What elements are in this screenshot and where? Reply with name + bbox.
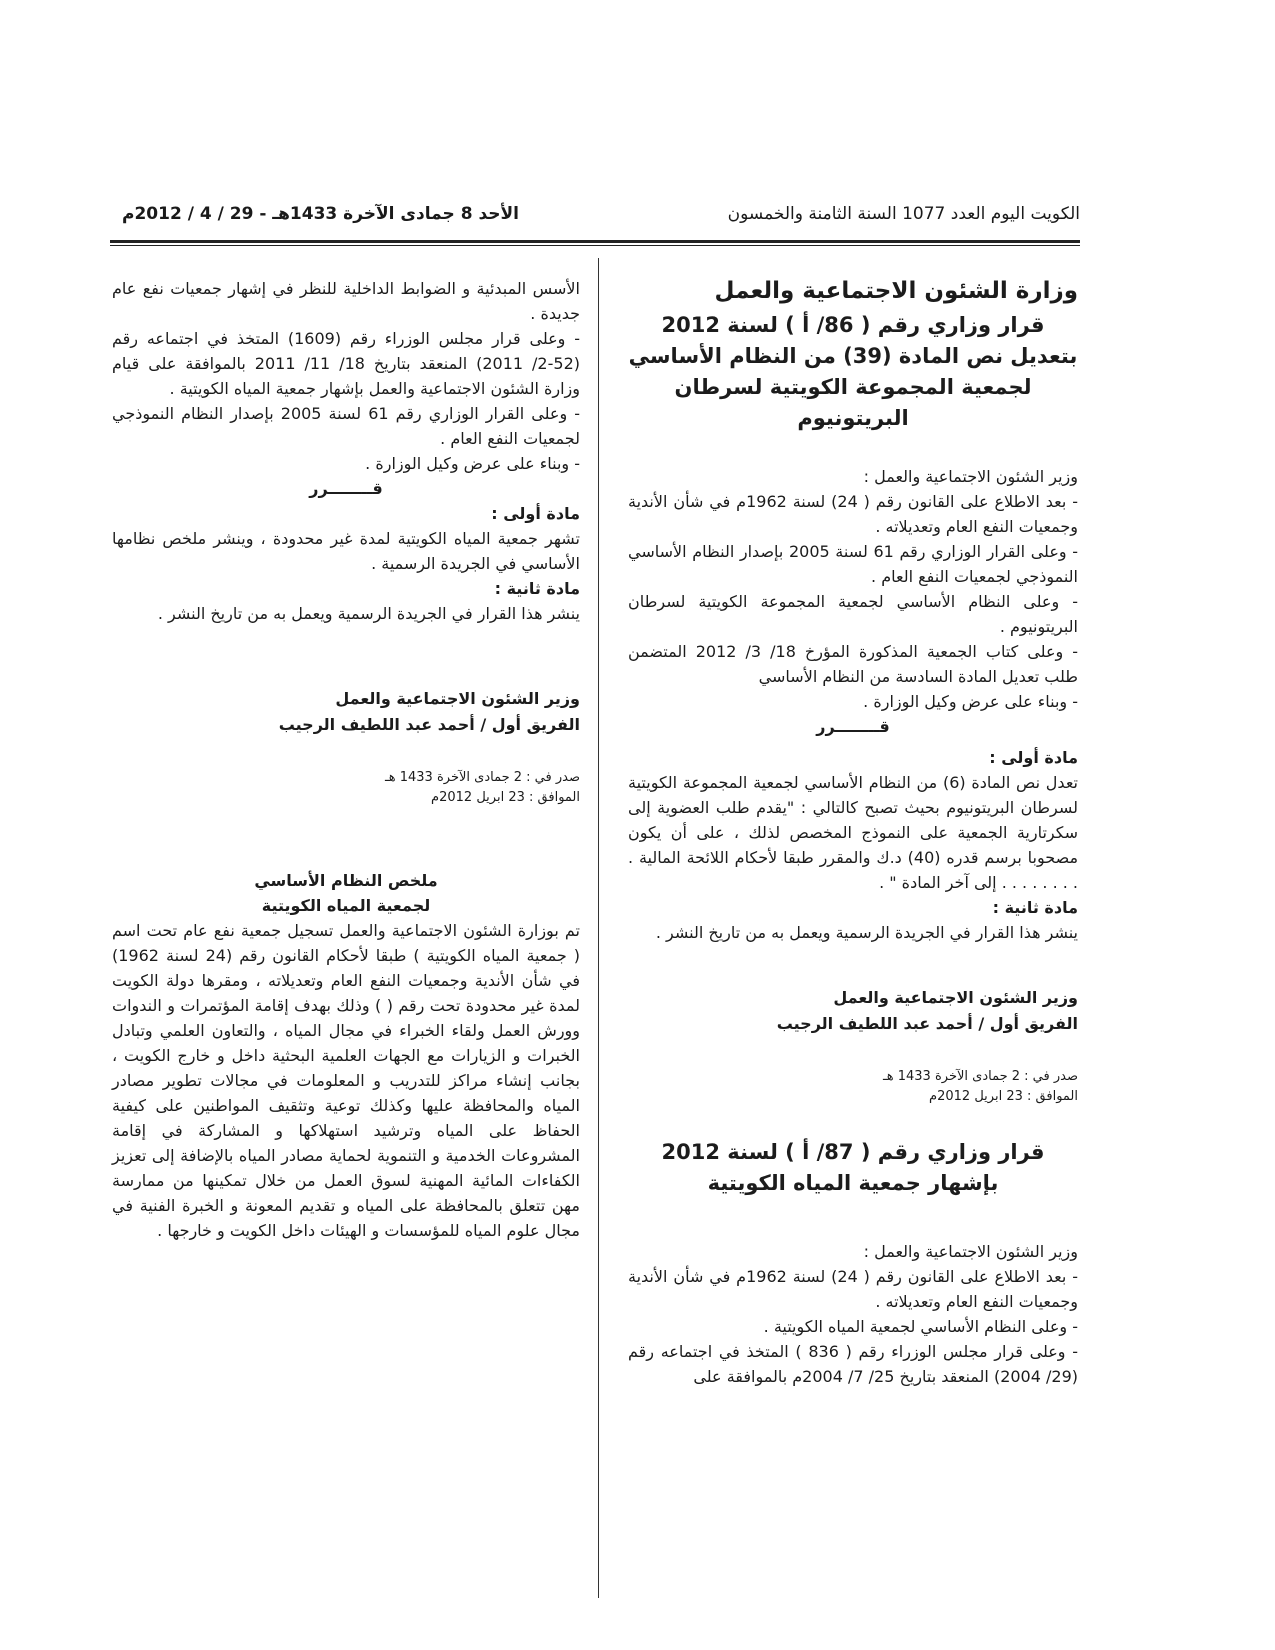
header-issue-info: الكويت اليوم العدد 1077 السنة الثامنة والخمسون [727, 204, 1080, 224]
header-rule [110, 240, 1080, 243]
header-rule-thin [110, 245, 1080, 246]
decision1-recital: - بعد الاطلاع على القانون رقم ( 24) لسنة 1962م في شأن الأندية وجمعيات النفع العام وتعديلاته . [628, 492, 1079, 536]
decision1-title-line: بتعديل نص المادة (39) من النظام الأساسي [628, 344, 1078, 368]
decision1-recital: - وعلى النظام الأساسي لجمعية المجموعة الكويتية لسرطان البريتونيوم . [628, 592, 1078, 636]
decision2-recital-cont: الأسس المبدئية و الضوابط الداخلية للنظر في إشهار جمعيات نفع عام جديدة . [112, 279, 580, 323]
decision2-signature-name: الفريق أول / أحمد عبد اللطيف الرجيب [278, 715, 580, 734]
page-header [110, 196, 1080, 236]
summary-title: ملخص النظام الأساسي [254, 871, 438, 890]
decision2-article1-text: تشهر جمعية المياه الكويتية لمدة غير محدودة ، وينشر ملخص نظامها الأساسي في الجريدة الرسمية . [112, 529, 580, 573]
decision2-intro: وزير الشئون الاجتماعية والعمل : [863, 1242, 1078, 1261]
decision2-recital-cont: - وعلى القرار الوزاري رقم 61 لسنة 2005 بإصدار النظام النموذجي لجمعيات النفع العام . [112, 404, 581, 448]
decision1-corresponding-date: الموافق : 23 ابريل 2012م [929, 1089, 1078, 1104]
decision2-corresponding-date: الموافق : 23 ابريل 2012م [431, 790, 580, 805]
decision2-article1-label: مادة أولى : [491, 504, 580, 523]
decision1-article2-text: ينشر هذا القرار في الجريدة الرسمية ويعمل به من تاريخ النشر . [655, 923, 1078, 942]
decision2-title-line: بإشهار جمعية المياه الكويتية [707, 1171, 999, 1195]
decision2-article2-text: ينشر هذا القرار في الجريدة الرسمية ويعمل به من تاريخ النشر . [157, 604, 580, 623]
column-divider [598, 258, 599, 1598]
summary-subtitle: لجمعية المياه الكويتية [261, 896, 431, 915]
left-column [112, 276, 580, 1243]
right-column [628, 276, 1078, 1389]
header-date: الأحد 8 جمادى الآخرة 1433هـ - 29 / 4 / 2012م [122, 204, 520, 224]
decision2-signature-title: وزير الشئون الاجتماعية والعمل [335, 689, 580, 708]
decision2-recital-cont: - وبناء على عرض وكيل الوزارة . [365, 454, 580, 473]
decision1-title-line: قرار وزاري رقم ( 86/ أ ) لسنة 2012 [661, 313, 1045, 337]
decision1-recital: - وبناء على عرض وكيل الوزارة . [863, 692, 1078, 711]
decision2-recital: - وعلى قرار مجلس الوزراء رقم ( 836 ) المتخذ في اجتماعه رقم (29/ 2004) المنعقد بتاريخ 25/ 7/ 2004م بالموافقة على [628, 1342, 1079, 1386]
summary-text: تم بوزارة الشئون الاجتماعية والعمل تسجيل جمعية نفع عام تحت اسم ( جمعية المياه الكويتية ) طبقا لأحكام القانون رقم (24 لسنة 1962) في شأن الأندية وجمعيات النفع العام وتعديلاته ، ومقرها دولة الكويت لمدة غير محدودة تحت رقم ( ) وذلك بهدف إقامة المؤتمرات و الندوات وورش العمل ولقاء الخبراء في مجال المياه ، والتعاون العلمي وتبادل الخبرات و الزيارات مع الجهات العلمية البحثية داخل و خارج الكويت ، بجانب إنشاء مراكز للتدريب و المعلومات في مجالات تطوير مصادر المياه والمحافظة عليها وكذلك توعية وتثقيف المواطنين على كيفية الحفاظ على المياه وترشيد استهلاكها و المشاركة في إقامة المشروعات الخدمية و التنموية لحماية مصادر المياه بالإضافة إلى تعزيز الكفاءات المائية المهنية لسوق العمل من خلال تمكينها من ممارسة مهن تتعلق بالمحافظة على المياه و تقديم المعونة و الخبرة الفنية في مجال علوم المياه للمؤسسات و الهيئات داخل الكويت و خارجها . [112, 921, 580, 1240]
decision1-article2-label: مادة ثانية : [992, 898, 1078, 917]
decision1-intro: وزير الشئون الاجتماعية والعمل : [863, 467, 1078, 486]
decision1-article1-text: تعدل نص المادة (6) من النظام الأساسي لجمعية المجموعة الكويتية لسرطان البريتونيوم بحيث تصبح كالتالي : "يقدم طلب العضوية إلى سكرتارية الجمعية على النموذج المخصص لذلك ، على أن يكون مصحوبا برسم قدره (40) د.ك والمقرر طبقا لأحكام اللائحة المالية . . . . . . . . . إلى آخر المادة " . [628, 773, 1079, 892]
decision2-title-line: قرار وزاري رقم ( 87/ أ ) لسنة 2012 [661, 1140, 1045, 1164]
ministry-heading: وزارة الشئون الاجتماعية والعمل [714, 278, 1078, 304]
decision1-issued-date: صدر في : 2 جمادى الآخرة 1433 هـ [882, 1069, 1078, 1084]
decision2-qarar: قــــــــرر [309, 479, 383, 498]
decision1-article1-label: مادة أولى : [989, 748, 1078, 767]
decision2-recital: - وعلى النظام الأساسي لجمعية المياه الكويتية . [763, 1317, 1078, 1336]
decision2-recital: - بعد الاطلاع على القانون رقم ( 24) لسنة 1962م في شأن الأندية وجمعيات النفع العام وتعديلاته . [628, 1267, 1079, 1311]
decision1-recital: - وعلى القرار الوزاري رقم 61 لسنة 2005 بإصدار النظام الأساسي النموذجي لجمعيات النفع العام . [628, 542, 1078, 586]
decision1-qarar: قــــــــرر [816, 717, 890, 736]
decision1-signature-name: الفريق أول / أحمد عبد اللطيف الرجيب [776, 1014, 1078, 1033]
decision2-article2-label: مادة ثانية : [494, 579, 580, 598]
decision2-issued-date: صدر في : 2 جمادى الآخرة 1433 هـ [384, 770, 580, 785]
decision1-recital: - وعلى كتاب الجمعية المذكورة المؤرخ 18/ 3/ 2012 المتضمن طلب تعديل المادة السادسة من النظام الأساسي [628, 642, 1079, 686]
decision2-recital-cont: - وعلى قرار مجلس الوزراء رقم (1609) المتخذ في اجتماعه رقم (52-2/ 2011) المنعقد بتاريخ 18/ 11/ 2011 بالموافقة على قيام وزارة الشئون الاجتماعية والعمل بإشهار جمعية المياه الكويتية . [112, 329, 580, 398]
decision1-signature-title: وزير الشئون الاجتماعية والعمل [833, 988, 1078, 1007]
decision1-title-line: لجمعية المجموعة الكويتية لسرطان البريتونيوم [674, 375, 1032, 430]
